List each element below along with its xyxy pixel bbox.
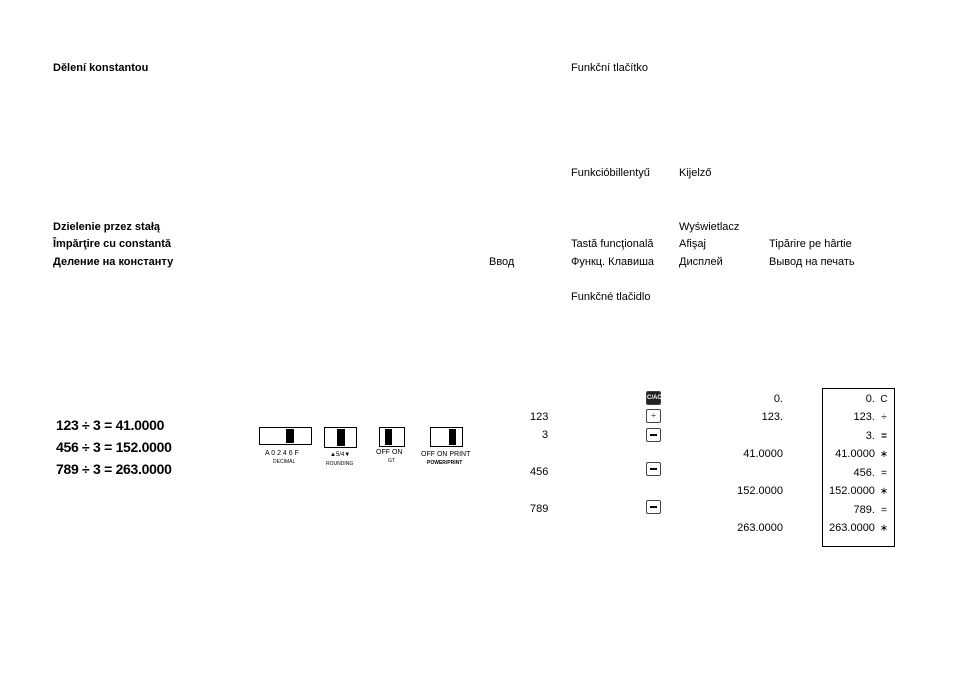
gt-label: GT (388, 458, 395, 464)
display-value-5: 263.0000 (737, 522, 783, 534)
tape-value: 152.0000 (829, 485, 875, 497)
equals-key-2[interactable] (646, 462, 661, 476)
tape-symbol: C (880, 394, 888, 405)
equation-2: 456 ÷ 3 = 152.0000 (56, 439, 172, 455)
power-slider (430, 427, 463, 447)
equals-key-icon (650, 434, 657, 436)
gt-knob (385, 429, 392, 445)
power-positions: OFF ON PRINT (421, 451, 471, 458)
divide-key[interactable]: ÷ (646, 409, 661, 423)
tape-row-1 (866, 393, 890, 405)
equals-key-icon (650, 506, 657, 508)
decimal-positions: A 0 2 4 6 F (265, 450, 299, 457)
tape-value: 789. (853, 504, 875, 516)
display-value-1: 0. (773, 393, 783, 405)
input-value-2: 3 (542, 429, 549, 441)
header-input-ru: Ввод (489, 256, 515, 268)
header-function-key-ro: Tastă funcţională (571, 238, 654, 250)
clear-key[interactable]: C/AC (646, 391, 661, 405)
decimal-knob (286, 429, 294, 443)
tape-row-4 (835, 448, 890, 460)
input-value-4: 789 (530, 503, 549, 515)
tape-value: 41.0000 (835, 448, 875, 460)
rounding-positions: ▲5/4▼ (330, 452, 351, 458)
equals-key-icon (650, 468, 657, 470)
tape-value: 123. (853, 411, 875, 423)
equation-1: 123 ÷ 3 = 41.0000 (56, 417, 165, 433)
paper-tape (822, 388, 895, 547)
title-russian: Деление на константу (53, 256, 174, 268)
header-function-key-sk: Funkčné tlačidlo (571, 291, 651, 303)
decimal-label: DECIMAL (273, 459, 296, 465)
equation-3: 789 ÷ 3 = 263.0000 (56, 461, 172, 477)
input-value-1: 123 (530, 411, 549, 423)
tape-symbol: ∗ (879, 523, 889, 534)
tape-value: 3. (865, 430, 875, 442)
tape-row-2 (854, 411, 890, 423)
header-print-ro: Tipărire pe hârtie (769, 238, 852, 250)
display-value-4: 152.0000 (737, 485, 783, 497)
power-knob (449, 429, 456, 445)
tape-row-8 (829, 522, 890, 534)
display-value-2: 123. (761, 411, 783, 423)
gt-positions: OFF ON (376, 449, 403, 456)
tape-value: 456. (853, 467, 875, 479)
tape-row-3 (866, 430, 890, 442)
header-display-hu: Kijelző (679, 167, 712, 179)
tape-symbol: ∗ (879, 486, 889, 497)
tape-symbol: = (881, 431, 887, 442)
equals-key-3[interactable] (646, 500, 661, 514)
equals-key-1[interactable] (646, 428, 661, 442)
header-function-key-hu: Funkcióbillentyű (571, 167, 650, 179)
decimal-slider (259, 427, 312, 445)
header-display-pl: Wyświetlacz (679, 221, 740, 233)
tape-symbol: = (881, 468, 887, 479)
title-polish: Dzielenie przez stałą (53, 221, 160, 233)
tape-value: 263.0000 (829, 522, 875, 534)
header-function-key-ru: Функц. Клавиша (571, 256, 655, 268)
rounding-knob (337, 429, 345, 446)
rounding-label: ROUNDING (326, 461, 354, 467)
title-romanian: Împărţire cu constantă (53, 238, 171, 250)
display-value-3: 41.0000 (743, 448, 783, 460)
gt-slider (379, 427, 405, 447)
header-print-ru: Вывод на печать (769, 256, 855, 268)
header-function-key-cs: Funkční tlačítko (571, 62, 649, 74)
tape-value: 0. (865, 393, 875, 405)
tape-row-7 (854, 504, 890, 516)
tape-row-6 (829, 485, 890, 497)
tape-symbol: = (881, 505, 887, 516)
rounding-slider (324, 427, 357, 448)
title-czech: Dělení konstantou (53, 62, 149, 74)
tape-symbol: ÷ (881, 412, 887, 423)
tape-row-5 (854, 467, 890, 479)
header-display-ru: Дисплей (679, 256, 723, 268)
header-display-ro: Afişaj (679, 238, 706, 250)
power-label: POWER/PRINT (427, 460, 463, 466)
tape-symbol: ∗ (879, 449, 889, 460)
input-value-3: 456 (530, 466, 549, 478)
